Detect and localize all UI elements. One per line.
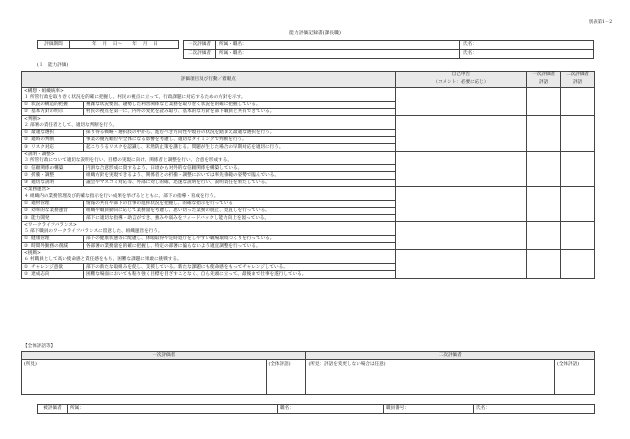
evaluatee-office[interactable]: 所属： [68,405,278,414]
item-text: 部下の新たな取組みを促し、支援している。新たな課題にも使命感をもってチャレンジしている。 [86,264,288,270]
group-title: <ワークライフバランス> [22,222,396,229]
item-text: 組織や職員動向に応じて業務量を考慮し、思い切った業務の廃止、見直しを行っている。 [86,208,270,214]
item-cell [22,264,396,271]
item-label [22,137,84,143]
overall-second-head: 二次評価者 [306,352,595,360]
overall-second-comment[interactable]: (所見：評語を変更しない場合は任意) [306,360,555,395]
evaluatee-name[interactable]: 氏名： [474,405,595,414]
item-text: 複雑な状況要因、趨勢した利害関係など業務を取り巻く状況を的確に把握している。 [86,102,261,108]
header-second: 二次評価者 [561,72,595,80]
header-first-sub: 評語 [527,80,561,88]
evaluatee-number[interactable]: 職員番号： [384,405,474,414]
group-description: ３ 所管行政について適切な説明を行い、目標の実現に向け、関係者と調整を行い、合意を形成する。 [22,158,396,165]
item-cell [22,144,396,151]
first-grade-cell[interactable] [527,88,561,116]
evaluatee-box [37,404,595,414]
item-label-text: 効率的な業務運営 [31,208,68,214]
first-evaluator-name[interactable]: 氏名： [460,41,594,50]
first-grade-cell[interactable] [527,222,561,250]
second-grade-cell[interactable] [561,186,595,221]
item-label [22,130,84,136]
item-label-text: 信頼関係の構築 [31,165,64,171]
group-title-row [22,116,595,123]
first-evaluator-role: 一次評価者 [184,41,216,50]
item-number: ③ [24,180,29,186]
item-label-text: リスク対応 [31,144,55,150]
evaluators-box [183,40,594,59]
self-comment-cell[interactable] [395,250,527,278]
self-comment-cell[interactable] [395,151,527,186]
item-cell [22,215,396,222]
item-number: ② [24,172,29,178]
item-cell [22,200,396,207]
overall-first-head: 一次評価者 [22,352,306,360]
evaluatee-post[interactable]: 職名： [278,405,384,414]
second-evaluator-office[interactable]: 所属・職名： [216,50,460,59]
item-text: 起こりうるリスクを認識し、未然防止策を講じる。問題が生じた場合の早期対応を適切に行う。 [86,144,284,150]
second-grade-cell[interactable] [561,88,595,116]
item-text: 円滑な合意形成に資するよう、日頃から対外的な信頼関係を構築している。 [86,165,243,171]
self-comment-cell[interactable] [395,222,527,250]
item-number: ② [24,243,29,249]
item-cell [22,271,396,278]
item-text: 部下に適切な指導・助言ができ、強みや弱みをフィードバックし能力向上を図っている。 [86,215,270,221]
document-id: 別表第1－2 [588,20,612,25]
item-text: 事業の優先順位や全体になる影響を考慮し、適切なタイミングで判断を行う。 [86,137,247,143]
item-number: ② [24,109,29,115]
item-text: 各部署の業務量を的確に把握し、特定の部署に偏らないよう適宜調整を行っている。 [86,243,261,249]
group-description: ２ 部署の責任者として、適切な判断を行う。 [22,122,396,129]
item-label [22,215,84,221]
item-number: ① [24,201,29,206]
item-cell [22,243,396,250]
group-description: ６ 村職員として高い使命感と責任感をもち、困難な課題に果敢に挑戦する。 [22,257,396,264]
item-label-text: 健康管理 [31,236,50,242]
item-number: ① [24,236,29,242]
first-grade-cell[interactable] [527,186,561,221]
item-cell [22,136,396,143]
item-number: ② [24,208,29,214]
page-title: 能力評価記録書(課長職) [289,31,341,36]
group-title: <説明・調整> [22,151,396,158]
item-label-text: 適切な説明 [31,180,55,186]
group-title-row [22,222,595,229]
item-label [22,236,84,242]
item-text: 議会やマスコミ対応等、外部に対し的確、迅速な説明を行い、説明責任を果たしている。 [86,180,270,186]
item-label-text: 能力開発 [31,215,50,221]
first-grade-cell[interactable] [527,250,561,278]
item-label [22,165,84,171]
item-cell [22,108,396,115]
item-label-text: 基本方針の明示 [31,109,64,115]
overall-table [21,351,595,395]
first-grade-cell[interactable] [527,116,561,151]
item-text: 採り得る戦略・選択肢の中から、進むべき方向性や現存の状況を踏まえ最適な選択を行う。 [86,130,275,136]
item-cell [22,172,396,179]
header-self: 自己申告 [395,72,527,80]
group-title: <業務運営> [22,186,396,193]
second-evaluator-name[interactable]: 氏名： [460,50,594,59]
group-description: ４ 組織内の業務管理及び的確な指示を行い成果を挙げるとともに、部下の指導・育成を行う。 [22,193,396,200]
first-grade-cell[interactable] [527,151,561,186]
period-label: 評価期間 [38,41,70,49]
item-label-text: 時間外勤務の削減 [31,243,68,249]
period-dates[interactable]: 年 月 日～ 年 月 日 [70,41,179,49]
item-label-text: 最適な選択 [31,130,55,136]
header-second-sub: 評語 [561,80,595,88]
header-first: 一次評価者 [527,72,561,80]
item-cell [22,235,396,242]
item-cell [22,207,396,214]
second-grade-cell[interactable] [561,250,595,278]
item-number: ② [24,271,29,277]
item-number: ② [24,137,29,143]
second-grade-cell[interactable] [561,151,595,186]
overall-second-grade[interactable]: (全体評語) [555,360,595,395]
group-title-row [22,250,595,257]
item-label [22,144,84,150]
header-self-note: （コメント：必要に応じ） [395,80,527,88]
second-evaluator-role: 二次評価者 [184,50,216,59]
evaluatee-label: 被評価者 [38,405,68,414]
first-evaluator-office[interactable]: 所属・職名： [216,41,460,50]
item-text: 村民の視点を第一に、内外の変化を読み取り、基本的な方針を部下職員と共有できている。 [86,109,275,115]
item-label [22,109,84,115]
item-label-text: 折衝・調整 [31,172,55,178]
item-text: 困難な場面においても粘り強く目標を目ざすことなく、自ら先頭に立って、最後まで仕事を遂行している。 [86,271,307,277]
item-text: 組織方針を実現できるよう、関係者との折衝・調整においては率先垂範の姿勢で臨んでいる。 [86,172,279,178]
group-title: <挑戦> [22,250,396,257]
item-cell [22,165,396,172]
item-label-text: 状況の構造的把握 [31,102,68,108]
item-text: 部下の健康状態等に配慮し、休暇取得や定時退庁をしやすい職場環境づくりを行っている。 [86,236,275,242]
group-title: <構想・組織統率> [22,88,396,95]
item-number: ① [24,130,29,136]
item-label [22,172,84,178]
self-comment-cell[interactable] [395,186,527,221]
item-cell [22,101,396,108]
period-box [37,40,179,49]
group-title: <判断> [22,116,396,123]
item-number: ① [24,102,29,108]
item-label [22,208,84,214]
group-title-row [22,88,595,95]
item-label-text: 適材管理 [31,201,50,206]
item-label-text: 達成志向 [31,271,50,277]
item-number: ① [24,264,29,270]
item-number: ① [24,165,29,171]
section-title: (１ 能力評価) [37,63,69,68]
self-comment-cell[interactable] [395,116,527,151]
group-description: ５ 部下職員のワークライフバランスに留意した、組織運営を行う。 [22,229,396,236]
group-title-row [22,186,595,193]
item-label [22,180,84,186]
overall-first-grade[interactable]: (全体評語) [266,360,306,395]
second-grade-cell[interactable] [561,116,595,151]
item-label [22,264,84,270]
item-cell [22,179,396,186]
overall-first-comment[interactable]: (所見) [22,360,267,395]
item-cell [22,129,396,136]
item-label-text: チャレンジ意欲 [31,264,63,270]
self-comment-cell[interactable] [395,88,527,116]
evaluation-table [21,71,595,279]
item-number: ③ [24,144,29,150]
item-label-text: 適時の判断 [31,137,55,143]
item-text: 情報の共有や部下の仕事の進捗状況を把握し、的確な指示を行っている [86,201,234,206]
item-label [22,102,84,108]
group-title-row [22,151,595,158]
item-label [22,201,84,207]
second-grade-cell[interactable] [561,222,595,250]
item-label [22,271,84,277]
group-description: １ 所管行政を取り巻く状況を的確に把握し、村民の視点に立って、行政課題に対応するための方針を示す。 [22,94,396,101]
overall-title: 【全体評語等】 [23,344,56,349]
header-item: 評価項目及び行動／着眼点 [22,72,396,88]
item-number: ③ [24,215,29,221]
item-label [22,243,84,249]
